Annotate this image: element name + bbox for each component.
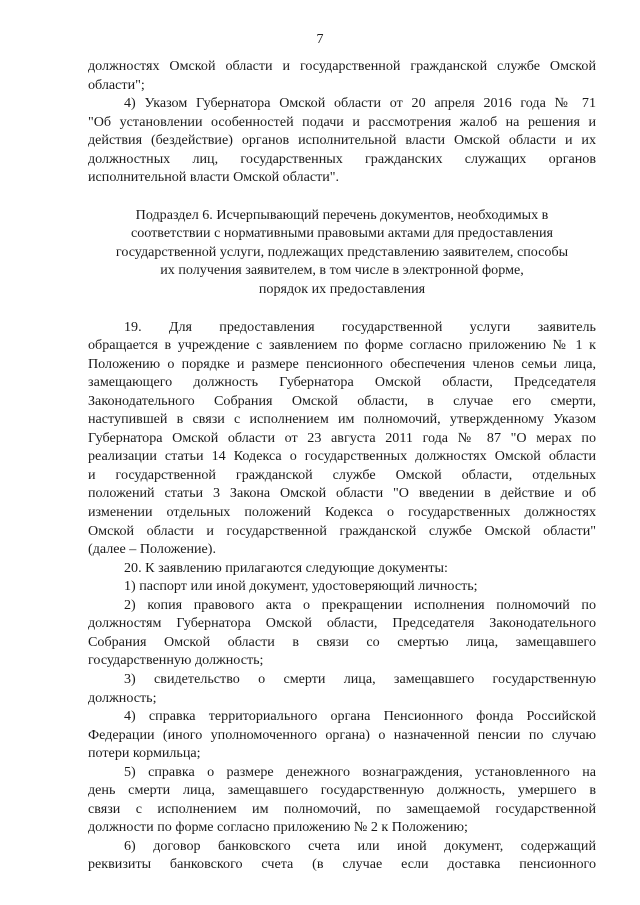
text-line: должностных лиц, государственных гражданских служащих органов	[88, 150, 596, 167]
text-line: 2) копия правового акта о прекращении исполнения полномочий по	[124, 596, 596, 613]
text-line: реквизиты банковского счета (в случае если доставка пенсионного	[88, 856, 596, 873]
text-line: реализации статьи 14 Кодекса о государственных должностях Омской области	[88, 448, 596, 465]
text-line: должностям Губернатора Омской области, Председателя Законодательного	[88, 615, 596, 632]
text-line: день смерти лица, замещавшего государственную должность, умершего в	[88, 782, 596, 799]
paragraph-block-2	[88, 318, 596, 874]
text-line: наступившей в связи с исполнением им полномочий, утвержденному Указом	[88, 411, 596, 428]
text-line: связи с исполнением им полномочий, по замещаемой государственной	[88, 800, 596, 817]
heading-line: Подраздел 6. Исчерпывающий перечень документов, необходимых в	[135, 206, 549, 223]
text-line: 19. Для предоставления государственной услуги заявитель	[124, 318, 596, 335]
text-line: должностях Омской области и государственной гражданской службе Омской	[88, 58, 596, 74]
text-line: 4) Указом Губернатора Омской области от 20 апреля 2016 года № 71	[124, 95, 596, 112]
text-line: Законодательного Собрания Омской области, в случае его смерти,	[88, 392, 596, 409]
paragraph-block-1	[88, 57, 596, 187]
text-line: "Об установлении особенностей подачи и рассмотрения жалоб на решения и	[88, 113, 596, 130]
document-body	[88, 57, 596, 874]
text-line: Омской области и государственной гражданской службе Омской области"	[88, 522, 596, 539]
text-line: замещающего должность Губернатора Омской области, Председателя	[88, 374, 596, 391]
text-line: 4) справка территориального органа Пенсионного фонда Российской	[124, 708, 596, 725]
text-line: Губернатора Омской области от 23 августа 2011 года № 87 "О мерах по	[88, 429, 596, 446]
text-line: положений статьи 3 Закона Омской области "О введении в действие и об	[88, 485, 596, 502]
text-line: государственную должность;	[88, 652, 264, 669]
text-line: 3) свидетельство о смерти лица, замещавшего государственную	[124, 670, 596, 687]
text-line: и государственной гражданской службе Омской области, отдельных	[88, 466, 596, 483]
text-line: Федерации (иного уполномоченного органа) о назначенной пенсии по случаю	[88, 726, 596, 743]
heading-line: порядок их предоставления	[258, 281, 426, 298]
text-line: должности по форме согласно приложению № 2 к Положению;	[88, 819, 468, 836]
text-line: 1) паспорт или иной документ, удостоверяющий личность;	[124, 578, 478, 595]
heading-line: их получения заявителем, в том числе в электронной форме,	[160, 262, 524, 279]
text-line: 5) справка о размере денежного вознаграждения, установленного на	[124, 763, 596, 780]
text-line: Положению о порядке и размере пенсионного обеспечения членов семьи лица,	[88, 355, 596, 372]
heading-line: соответствии с нормативными правовыми актами для предоставления	[130, 225, 554, 242]
text-line: области";	[88, 76, 145, 93]
text-line: изменении отдельных положений Кодекса о государственных должностях	[88, 504, 596, 521]
text-line: действия (бездействие) органов исполнительной власти Омской области и их	[88, 132, 596, 149]
text-line: обращается в учреждение с заявлением по форме согласно приложению № 1 к	[88, 337, 596, 354]
heading-line: государственной услуги, подлежащих представлению заявителем, способы	[115, 243, 569, 260]
text-line: Собрания Омской области в связи со смертью лица, замещавшего	[88, 633, 596, 650]
page-number: 7	[316, 32, 324, 47]
text-line: должность;	[88, 689, 157, 706]
text-line: потери кормильца;	[88, 745, 201, 762]
text-line: 6) договор банковского счета или иной документ, содержащий	[124, 837, 596, 854]
subsection-heading	[88, 206, 596, 299]
text-line: исполнительной власти Омской области".	[88, 169, 340, 186]
text-line: 20. К заявлению прилагаются следующие документы:	[124, 559, 448, 576]
text-line: (далее – Положение).	[88, 541, 217, 558]
